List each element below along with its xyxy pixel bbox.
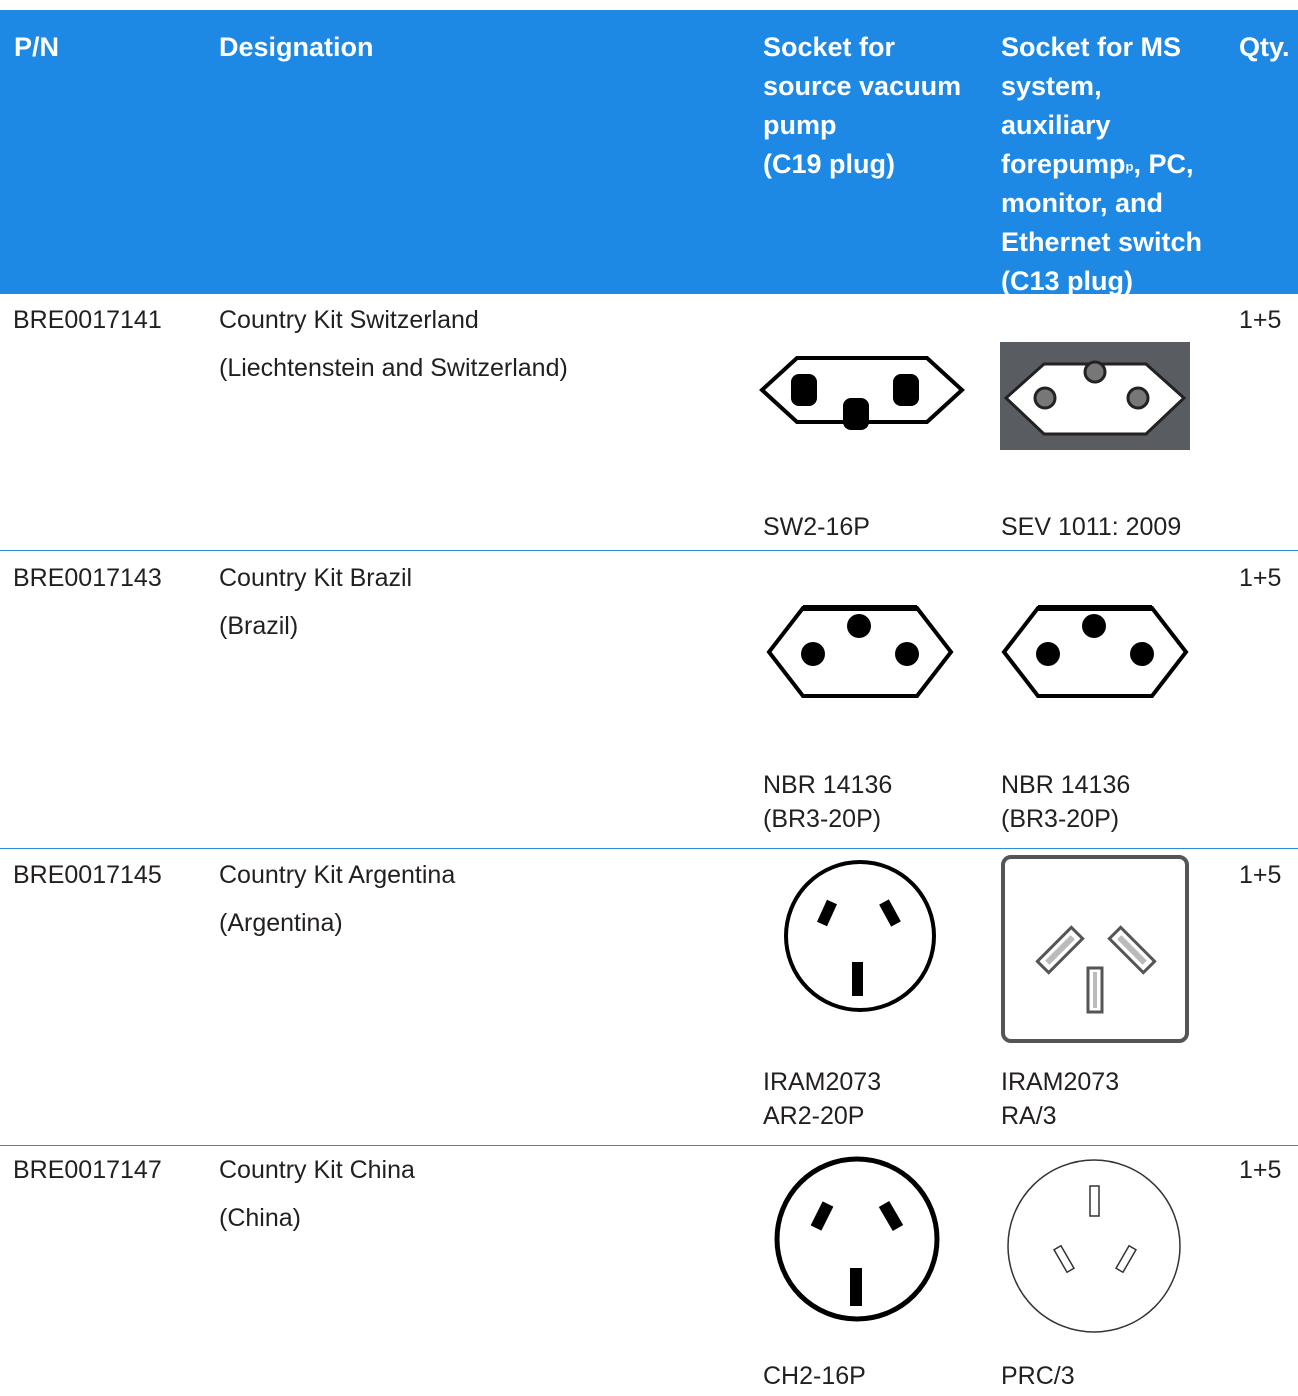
row-qty: 1+5 (1239, 1156, 1282, 1184)
row-designation: Country Kit Switzerland (Liechtenstein and Switzerland) (219, 306, 568, 382)
swiss-socket-icon (757, 340, 967, 440)
header-pn: P/N (14, 32, 60, 62)
header-source-socket: Socket for source vacuum pump (C19 plug) (763, 32, 962, 179)
brazil-socket-icon (765, 602, 955, 702)
source-caption: CH2-16P (763, 1362, 866, 1390)
row-designation: Country Kit China (China) (219, 1156, 415, 1232)
row-qty: 1+5 (1239, 564, 1282, 592)
argentina-square-socket-icon (1000, 854, 1190, 1044)
header-ms-socket: Socket for MS system, auxiliary forepump$^p$, PC, monitor, and Ethernet switch (C13 plug) (1001, 32, 1203, 296)
source-caption: NBR 14136 (BR3-20P) (763, 771, 893, 833)
ms-caption: IRAM2073 RA/3 (1001, 1068, 1120, 1130)
row-pn: BRE0017141 (13, 306, 162, 334)
ms-caption: PRC/3 (1001, 1362, 1075, 1390)
row-designation: Country Kit Brazil (Brazil) (219, 564, 413, 640)
row-divider (0, 550, 1298, 551)
source-caption: SW2-16P (763, 513, 870, 541)
row-qty: 1+5 (1239, 306, 1282, 334)
argentina-round-socket-icon (780, 856, 940, 1016)
china-round-socket-icon (772, 1154, 942, 1324)
row-designation: Country Kit Argentina (Argentina) (219, 861, 456, 937)
footnote-marker: p (1125, 159, 1134, 174)
row-pn: BRE0017147 (13, 1156, 162, 1184)
row-pn: BRE0017145 (13, 861, 162, 889)
header-designation: Designation (219, 32, 374, 62)
source-caption: IRAM2073 AR2-20P (763, 1068, 882, 1130)
header-qty: Qty. (1239, 32, 1290, 62)
row-qty: 1+5 (1239, 861, 1282, 889)
row-pn: BRE0017143 (13, 564, 162, 592)
row-divider (0, 848, 1298, 849)
row-divider (0, 1145, 1298, 1146)
china-thin-socket-icon (1004, 1156, 1184, 1336)
table-header (0, 10, 1298, 294)
ms-caption: NBR 14136 (BR3-20P) (1001, 771, 1131, 833)
ms-caption: SEV 1011: 2009 (1001, 513, 1182, 541)
swiss-socket-gray-icon (1000, 342, 1190, 450)
brazil-socket-icon (1000, 602, 1190, 702)
